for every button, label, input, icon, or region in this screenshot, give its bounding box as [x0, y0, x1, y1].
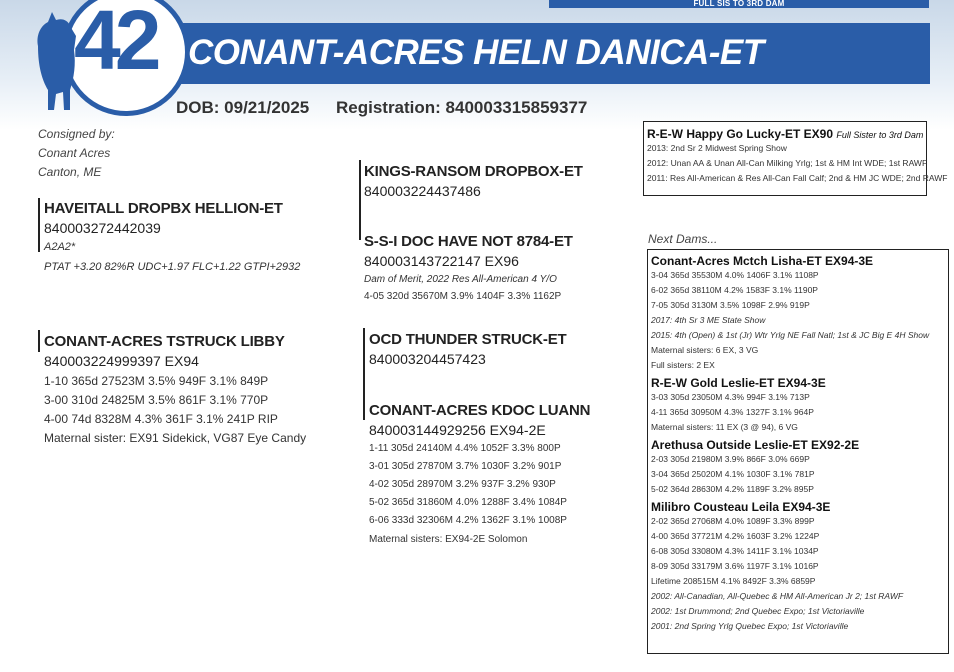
- dam-dam-record: 4-02 305d 28970M 3.2% 937F 3.2% 930P: [369, 479, 556, 490]
- sire-dam-record: 4-05 320d 35670M 3.9% 1404F 3.3% 1162P: [364, 291, 562, 302]
- full-sister-title: R-E-W Happy Go Lucky-ET EX90: [647, 127, 834, 141]
- dam-dam-reg: 840003144929256 EX94-2E: [369, 422, 546, 438]
- next-dam-line: 6-08 305d 33080M 4.3% 1411F 3.1% 1034P: [651, 546, 819, 556]
- next-dam-name: Milibro Cousteau Leila EX94-3E: [651, 500, 831, 514]
- consigner-label: Consigned by:: [38, 127, 115, 141]
- sire-dam-name: S-S-I DOC HAVE NOT 8784-ET: [364, 233, 573, 250]
- dam-sire-reg: 840003204457423: [369, 351, 486, 367]
- next-dam-line: Maternal sisters: 6 EX, 3 VG: [651, 345, 759, 355]
- sire-dam-reg: 840003143722147 EX96: [364, 253, 519, 269]
- dam-block: [44, 333, 306, 448]
- next-dam-line: Full sisters: 2 EX: [651, 360, 715, 370]
- sire-sire-name: KINGS-RANSOM DROPBOX-ET: [364, 163, 583, 180]
- next-dam-line: 7-05 305d 3130M 3.5% 1098F 2.9% 919P: [651, 300, 810, 310]
- next-dam-line: 5-02 364d 28630M 4.2% 1189F 3.2% 895P: [651, 484, 814, 494]
- consigner-name: Conant Acres: [38, 146, 111, 160]
- sire-bracket: [38, 198, 40, 252]
- dam-reg: 840003224999397 EX94: [44, 353, 199, 369]
- sire-sire-block: [364, 163, 583, 199]
- full-sister-name: [647, 127, 923, 141]
- next-dam-line: 4-11 365d 30950M 4.3% 1327F 3.1% 964P: [651, 407, 814, 417]
- full-sister-box: [643, 121, 948, 196]
- next-dam-line: 4-00 365d 37721M 4.2% 1603F 3.2% 1224P: [651, 531, 820, 541]
- sire-block: [44, 200, 300, 276]
- dam-note: Maternal sister: EX91 Sidekick, VG87 Eye Candy: [44, 431, 307, 445]
- sire-sire-reg: 840003224437486: [364, 183, 481, 199]
- dob-registration-line: [176, 98, 609, 118]
- next-dam: [651, 376, 945, 435]
- sire-dam-note: Dam of Merit, 2022 Res All-American 4 Y/O: [364, 274, 557, 285]
- next-dam-line: Maternal sisters: 11 EX (3 @ 94), 6 VG: [651, 422, 798, 432]
- registration: Registration: 840003315859377: [335, 98, 588, 117]
- dam-dam-record: 1-11 305d 24140M 4.4% 1052F 3.3% 800P: [369, 443, 561, 454]
- next-dam-line: 3-04 365d 25020M 4.1% 1030F 3.1% 781P: [651, 469, 815, 479]
- lot-number: 42: [74, 0, 156, 87]
- dam-dam-record: 3-01 305d 27870M 3.7% 1030F 3.2% 901P: [369, 461, 562, 472]
- sire-reg: 840003272442039: [44, 220, 161, 236]
- consigner-location: Canton, ME: [38, 165, 102, 179]
- next-dams-box: [647, 249, 949, 654]
- full-sister-line: 2013: 2nd Sr 2 Midwest Spring Show: [647, 143, 787, 153]
- dam-record: 4-00 74d 8328M 4.3% 361F 3.1% 241P RIP: [44, 412, 278, 426]
- dam-bracket: [38, 330, 40, 352]
- next-dam-line: 2001: 2nd Spring Yrlg Quebec Expo; 1st Victoriaville: [651, 621, 849, 631]
- full-sister-line: 2012: Unan AA & Unan All-Can Milking Yrlg; 1st & HM Int WDE; 1st RAWF: [647, 158, 928, 168]
- next-dam-line: 3-03 305d 23050M 4.3% 994F 3.1% 713P: [651, 392, 810, 402]
- next-dam-line: 6-02 365d 38110M 4.2% 1583F 3.1% 1190P: [651, 285, 818, 295]
- dam-dam-record: 5-02 365d 31860M 4.0% 1288F 3.4% 1084P: [369, 497, 567, 508]
- next-dam-line: 2-02 365d 27068M 4.0% 1089F 3.3% 899P: [651, 516, 815, 526]
- dam-dam-note: Maternal sisters: EX94-2E Solomon: [369, 534, 528, 545]
- top-strip: FULL SIS TO 3RD DAM: [549, 0, 929, 8]
- animal-title: CONANT-ACRES HELN DANICA-ET: [188, 33, 764, 72]
- dam-record: 1-10 365d 27523M 3.5% 949F 3.1% 849P: [44, 374, 269, 388]
- next-dam: [651, 254, 945, 373]
- full-sister-line: 2011: Res All-American & Res All-Can Fall Calf; 2nd & HM JC WDE; 2nd RAWF: [647, 173, 948, 183]
- next-dam-name: Arethusa Outside Leslie-ET EX92-2E: [651, 438, 860, 452]
- next-dam-name: R-E-W Gold Leslie-ET EX94-3E: [651, 376, 826, 390]
- dam-sire-name: OCD THUNDER STRUCK-ET: [369, 331, 567, 348]
- next-dam-line: Lifetime 208515M 4.1% 8492F 3.3% 6859P: [651, 576, 816, 586]
- dob: DOB: 09/21/2025: [176, 98, 310, 117]
- sire-sire-bracket: [359, 160, 361, 240]
- next-dam-name: Conant-Acres Mctch Lisha-ET EX94-3E: [651, 254, 874, 268]
- sire-proof: PTAT +3.20 82%R UDC+1.97 FLC+1.22 GTPI+2932: [44, 261, 301, 273]
- dam-name: CONANT-ACRES TSTRUCK LIBBY: [44, 333, 285, 350]
- dam-dam-name: CONANT-ACRES KDOC LUANN: [369, 402, 591, 419]
- next-dam-line: 2015: 4th (Open) & 1st (Jr) Wtr Yrlg NE Fall Natl; 1st & JC Big E 4H Show: [651, 330, 930, 340]
- dam-dam-block: [369, 402, 590, 550]
- next-dam: [651, 500, 945, 634]
- full-sister-tag: Full Sister to 3rd Dam: [836, 130, 924, 140]
- next-dams-label: Next Dams...: [648, 232, 718, 246]
- next-dam: [651, 438, 945, 497]
- next-dam-line: 3-04 365d 35530M 4.0% 1406F 3.1% 1108P: [651, 270, 819, 280]
- dam-record: 3-00 310d 24825M 3.5% 861F 3.1% 770P: [44, 393, 269, 407]
- consigner-block: [38, 125, 115, 182]
- sire-dam-block: [364, 233, 573, 305]
- next-dam-line: 2002: 1st Drummond; 2nd Quebec Expo; 1st Victoriaville: [651, 606, 865, 616]
- next-dam-line: 8-09 305d 33179M 3.6% 1197F 3.1% 1016P: [651, 561, 819, 571]
- next-dam-line: 2-03 305d 21980M 3.9% 866F 3.0% 669P: [651, 454, 810, 464]
- next-dam-line: 2017: 4th Sr 3 ME State Show: [651, 315, 766, 325]
- dam-sire-block: [369, 331, 566, 367]
- dam-sire-bracket: [363, 328, 365, 420]
- next-dam-line: 2002: All-Canadian, All-Quebec & HM All-American Jr 2; 1st RAWF: [651, 591, 904, 601]
- sire-genotype: A2A2*: [44, 241, 76, 253]
- sire-name: HAVEITALL DROPBX HELLION-ET: [44, 200, 283, 217]
- dam-dam-record: 6-06 333d 32306M 4.2% 1362F 3.1% 1008P: [369, 515, 567, 526]
